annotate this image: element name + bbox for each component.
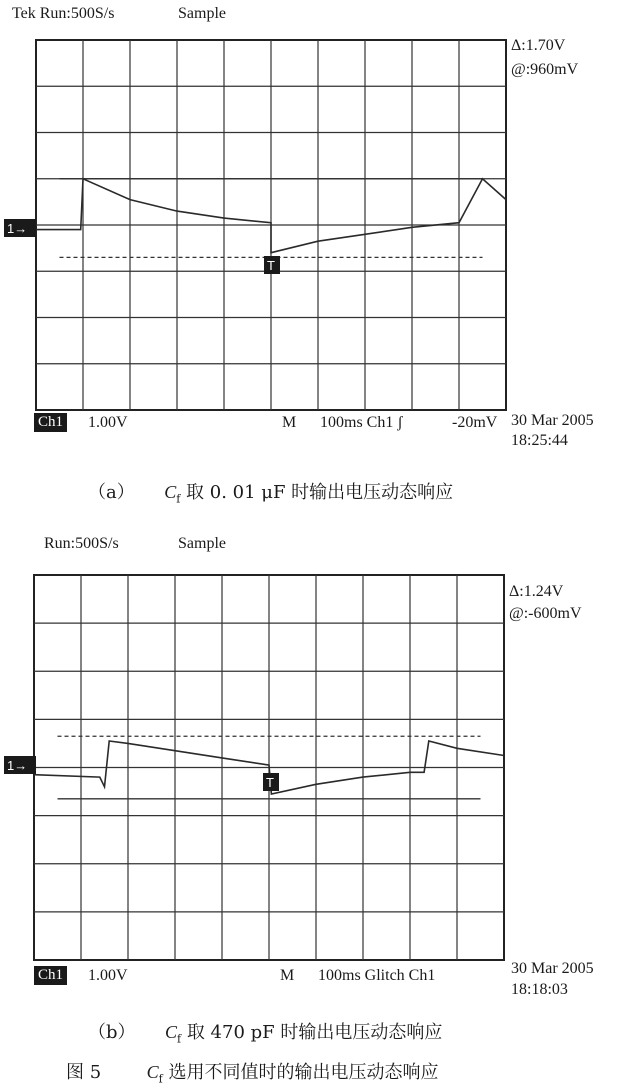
scope-b-ch1-marker — [4, 756, 36, 774]
caption-b-label: （b） — [88, 1022, 136, 1043]
caption-a-subscript: f — [176, 492, 181, 506]
scope-b-time: 18:18:03 — [511, 981, 568, 998]
scope-b-cursor-position: @:-600mV — [509, 605, 582, 622]
caption-b-symbol: C — [165, 1022, 178, 1042]
figure-symbol: C — [146, 1062, 159, 1082]
caption-b-subscript: f — [177, 1032, 182, 1046]
scope-a-m-label: M — [282, 414, 297, 431]
scope-a-acq-mode: Sample — [178, 5, 226, 22]
trigger-marker-label-b: T — [266, 775, 274, 790]
scope-a-run-status: Tek Run:500S/s — [12, 5, 115, 22]
scope-b-run-status: Run:500S/s — [44, 535, 119, 552]
caption-a-text: 取 0. 01 μF 时输出电压动态响应 — [186, 482, 454, 503]
caption-a-symbol: C — [164, 482, 177, 502]
figure-number: 图 5 — [66, 1062, 102, 1083]
scope-b-date: 30 Mar 2005 — [511, 960, 594, 977]
scope-a-cursor-position: @:960mV — [511, 61, 579, 78]
scope-a-volts-div: 1.00V — [88, 414, 128, 431]
scope-a-trigger-level: -20mV — [452, 414, 498, 431]
trigger-marker-label-a: T — [267, 258, 275, 273]
ch1-marker-label-a: 1→ — [7, 221, 28, 236]
figure-caption — [66, 1063, 438, 1085]
scope-b-trigger-marker — [263, 773, 279, 791]
figure-subscript: f — [158, 1072, 163, 1086]
figure-text: 选用不同值时的输出电压动态响应 — [168, 1062, 439, 1083]
caption-a-label: （a） — [88, 482, 135, 503]
scope-a-time: 18:25:44 — [511, 432, 568, 449]
scope-b-m-label: M — [280, 967, 295, 984]
caption-b — [88, 1023, 442, 1045]
scope-b-channel-badge: Ch1 — [34, 966, 67, 985]
scope-a-timebase: 100ms Ch1 ʃ — [320, 414, 403, 431]
scope-a-channel-badge: Ch1 — [34, 413, 67, 432]
caption-b-text: 取 470 pF 时输出电压动态响应 — [186, 1022, 443, 1043]
scope-b-volts-div: 1.00V — [88, 967, 128, 984]
ch1-marker-label-b: 1→ — [7, 758, 28, 773]
scope-b-acq-mode: Sample — [178, 535, 226, 552]
scope-b-timebase: 100ms Glitch Ch1 — [318, 967, 436, 984]
scope-a-date: 30 Mar 2005 — [511, 412, 594, 429]
scope-a-cursor-delta: Δ:1.70V — [511, 37, 566, 54]
scope-b-cursor-delta: Δ:1.24V — [509, 583, 564, 600]
